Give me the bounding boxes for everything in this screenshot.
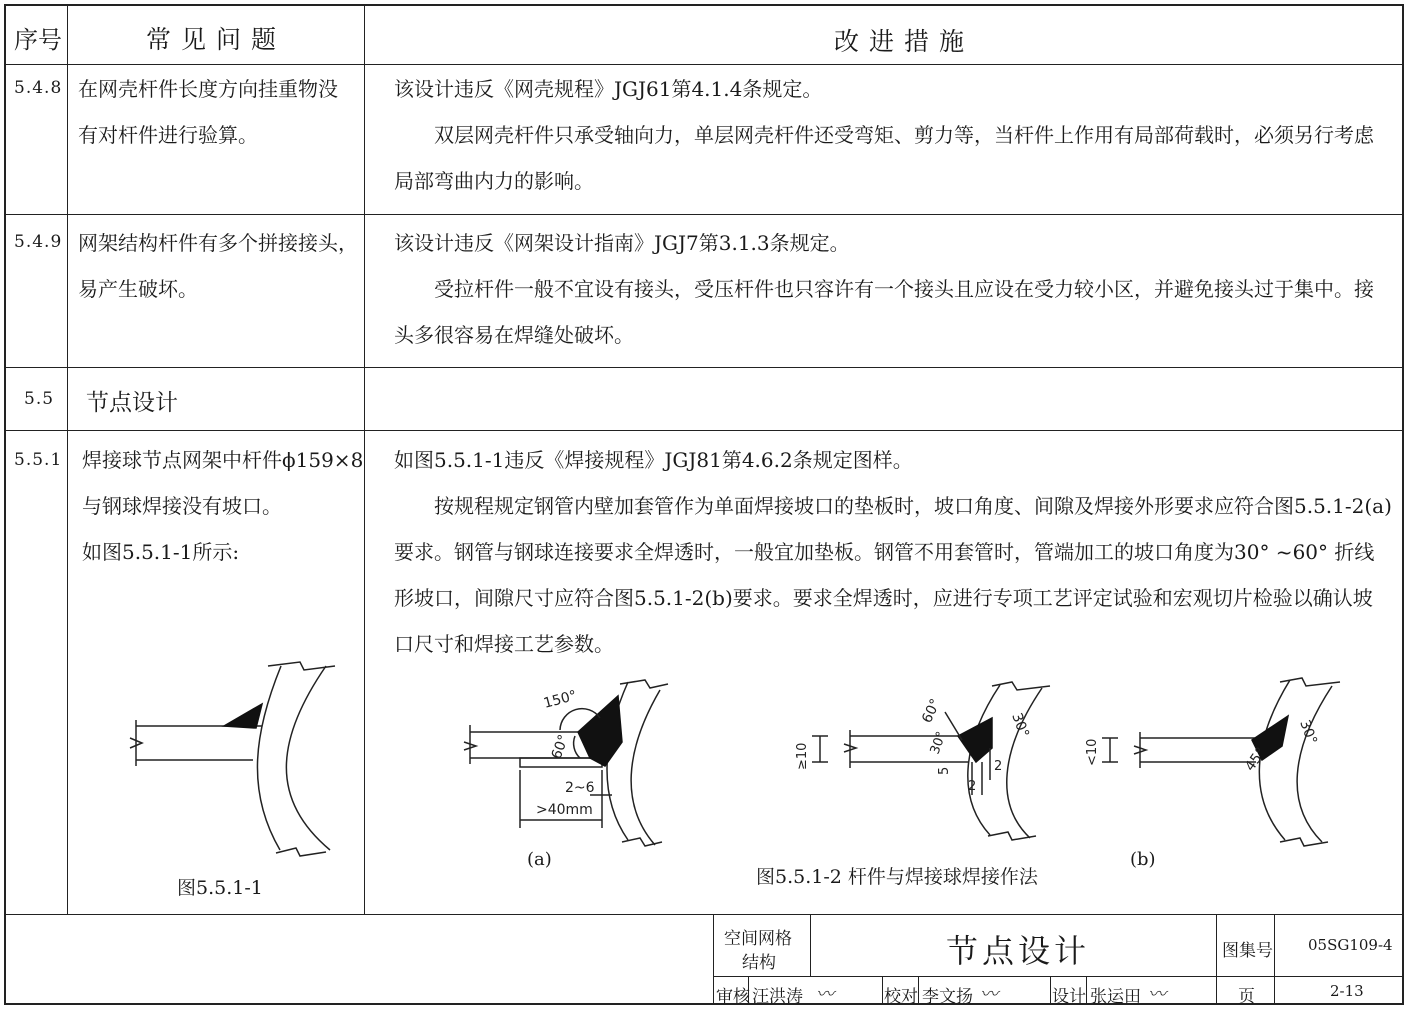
tb-rule-mid: [713, 976, 1404, 977]
tb-rule-g: [1050, 976, 1051, 1005]
fig-a-label-len: >40mm: [536, 802, 593, 818]
fig-a-label-150: 150°: [541, 687, 579, 712]
fix-line: 形坡口，间隙尺寸应符合图5.5.1-2(b)要求。要求全焊透时，应进行专项工艺评定试验和宏观切片检验以确认坡: [394, 586, 1373, 610]
fig-b-caption: (b): [1130, 849, 1156, 870]
tb-rule-a: [810, 914, 811, 976]
tb-category-2: 结构: [742, 953, 776, 973]
fig-b1-label-60: 60°: [919, 696, 945, 726]
problem-line: 如图5.5.1-1所示:: [82, 540, 240, 564]
problem-line: 易产生破坏。: [78, 277, 198, 301]
fix-line: 如图5.5.1-1违反《焊接规程》JGJ81第4.6.2条规定图样。: [394, 448, 913, 472]
tb-checker-signature: 〰: [980, 984, 998, 1005]
fig-b1-label-30a: 30°: [927, 729, 950, 757]
fig-b1-label-2a: 2: [968, 779, 977, 794]
tb-category-1: 空间网格: [724, 929, 792, 949]
tb-page-label: 页: [1238, 987, 1255, 1007]
fig-b2-label-30: 30°: [1296, 717, 1320, 747]
row-number: 5.5.1: [14, 450, 63, 470]
tb-page-no: 2-13: [1330, 982, 1364, 1000]
tb-reviewer: 汪洪涛: [752, 987, 803, 1007]
header-fix: 改进措施: [834, 27, 975, 56]
fig-b2-label-lt10: <10: [1085, 738, 1100, 766]
fig-b2-label-45: 45°: [1242, 744, 1270, 775]
fig-b1-label-2b: 2: [994, 759, 1003, 774]
fig-b2-drawing: [1102, 678, 1340, 846]
tb-designer-signature: 〰: [1148, 984, 1166, 1005]
fix-line: 要求。钢管与钢球连接要求全焊透时，一般宜加垫板。钢管不用套管时，管端加工的坡口角度为30° ~60° 折线: [394, 540, 1375, 564]
tb-title: 节点设计: [946, 932, 1091, 970]
fig-a-label-60: 60°: [548, 732, 573, 762]
fix-line: 头多很容易在焊缝处破坏。: [394, 323, 634, 347]
fix-line: 该设计违反《网架设计指南》JGJ7第3.1.3条规定。: [394, 231, 850, 255]
problem-line: 在网壳杆件长度方向挂重物没: [78, 77, 338, 101]
tb-design-label: 设计: [1052, 987, 1086, 1007]
fig-a-caption: (a): [527, 849, 552, 870]
fix-line: 局部弯曲内力的影响。: [394, 169, 594, 193]
tb-designer: 张运田: [1090, 987, 1141, 1007]
header-problem: 常见问题: [146, 25, 287, 54]
problem-line: 焊接球节点网架中杆件ϕ159×8: [82, 448, 364, 472]
tb-review-label: 审核: [716, 987, 750, 1007]
row-number: 5.4.8: [14, 78, 63, 98]
tb-check-label: 校对: [884, 987, 918, 1007]
fig-b1-label-5: 5: [937, 766, 952, 775]
fig1-drawing: [130, 662, 335, 856]
tb-rule-f: [918, 976, 919, 1005]
tb-reviewer-signature: 〰: [816, 984, 834, 1005]
tb-atlas-no: 05SG109-4: [1308, 936, 1393, 954]
fix-line: 双层网壳杆件只承受轴向力，单层网壳杆件还受弯矩、剪力等，当杆件上作用有局部荷载时，必须另行考虑: [434, 123, 1374, 147]
section-number: 5.5: [24, 389, 55, 409]
section-title: 节点设计: [86, 390, 178, 416]
fix-line: 受拉杆件一般不宜设有接头，受压杆件也只容许有一个接头且应设在受力较小区，并避免接头过于集中。接: [434, 277, 1374, 301]
tb-checker: 李文扬: [922, 987, 973, 1007]
row-number: 5.4.9: [14, 232, 63, 252]
problem-line: 有对杆件进行验算。: [78, 123, 258, 147]
fig2-caption: 图5.5.1-2 杆件与焊接球焊接作法: [756, 866, 1038, 888]
tb-rule-e: [882, 976, 883, 1005]
fix-line: 该设计违反《网壳规程》JGJ61第4.1.4条规定。: [394, 77, 823, 101]
tb-rule-b: [1216, 914, 1217, 1005]
tb-rule-c: [1274, 914, 1275, 1005]
tb-atlas-label: 图集号: [1222, 941, 1273, 961]
fig-b1-label-30b: 30°: [1008, 710, 1032, 740]
fig-b1-label-ge10: ≥10: [795, 742, 810, 770]
problem-line: 网架结构杆件有多个拼接接头，: [78, 231, 358, 255]
tb-rule-h: [1086, 976, 1087, 1005]
fix-line: 按规程规定钢管内壁加套管作为单面焊接坡口的垫板时，坡口角度、间隙及焊接外形要求应符合图5.5.1-2(a): [434, 494, 1392, 518]
problem-line: 与钢球焊接没有坡口。: [82, 494, 282, 518]
header-no: 序号: [14, 26, 62, 54]
fig1-caption: 图5.5.1-1: [177, 877, 263, 899]
fig-a-label-gap: 2~6: [565, 780, 595, 796]
tb-rule-left: [713, 914, 714, 1005]
fix-line: 口尺寸和焊接工艺参数。: [394, 632, 614, 656]
